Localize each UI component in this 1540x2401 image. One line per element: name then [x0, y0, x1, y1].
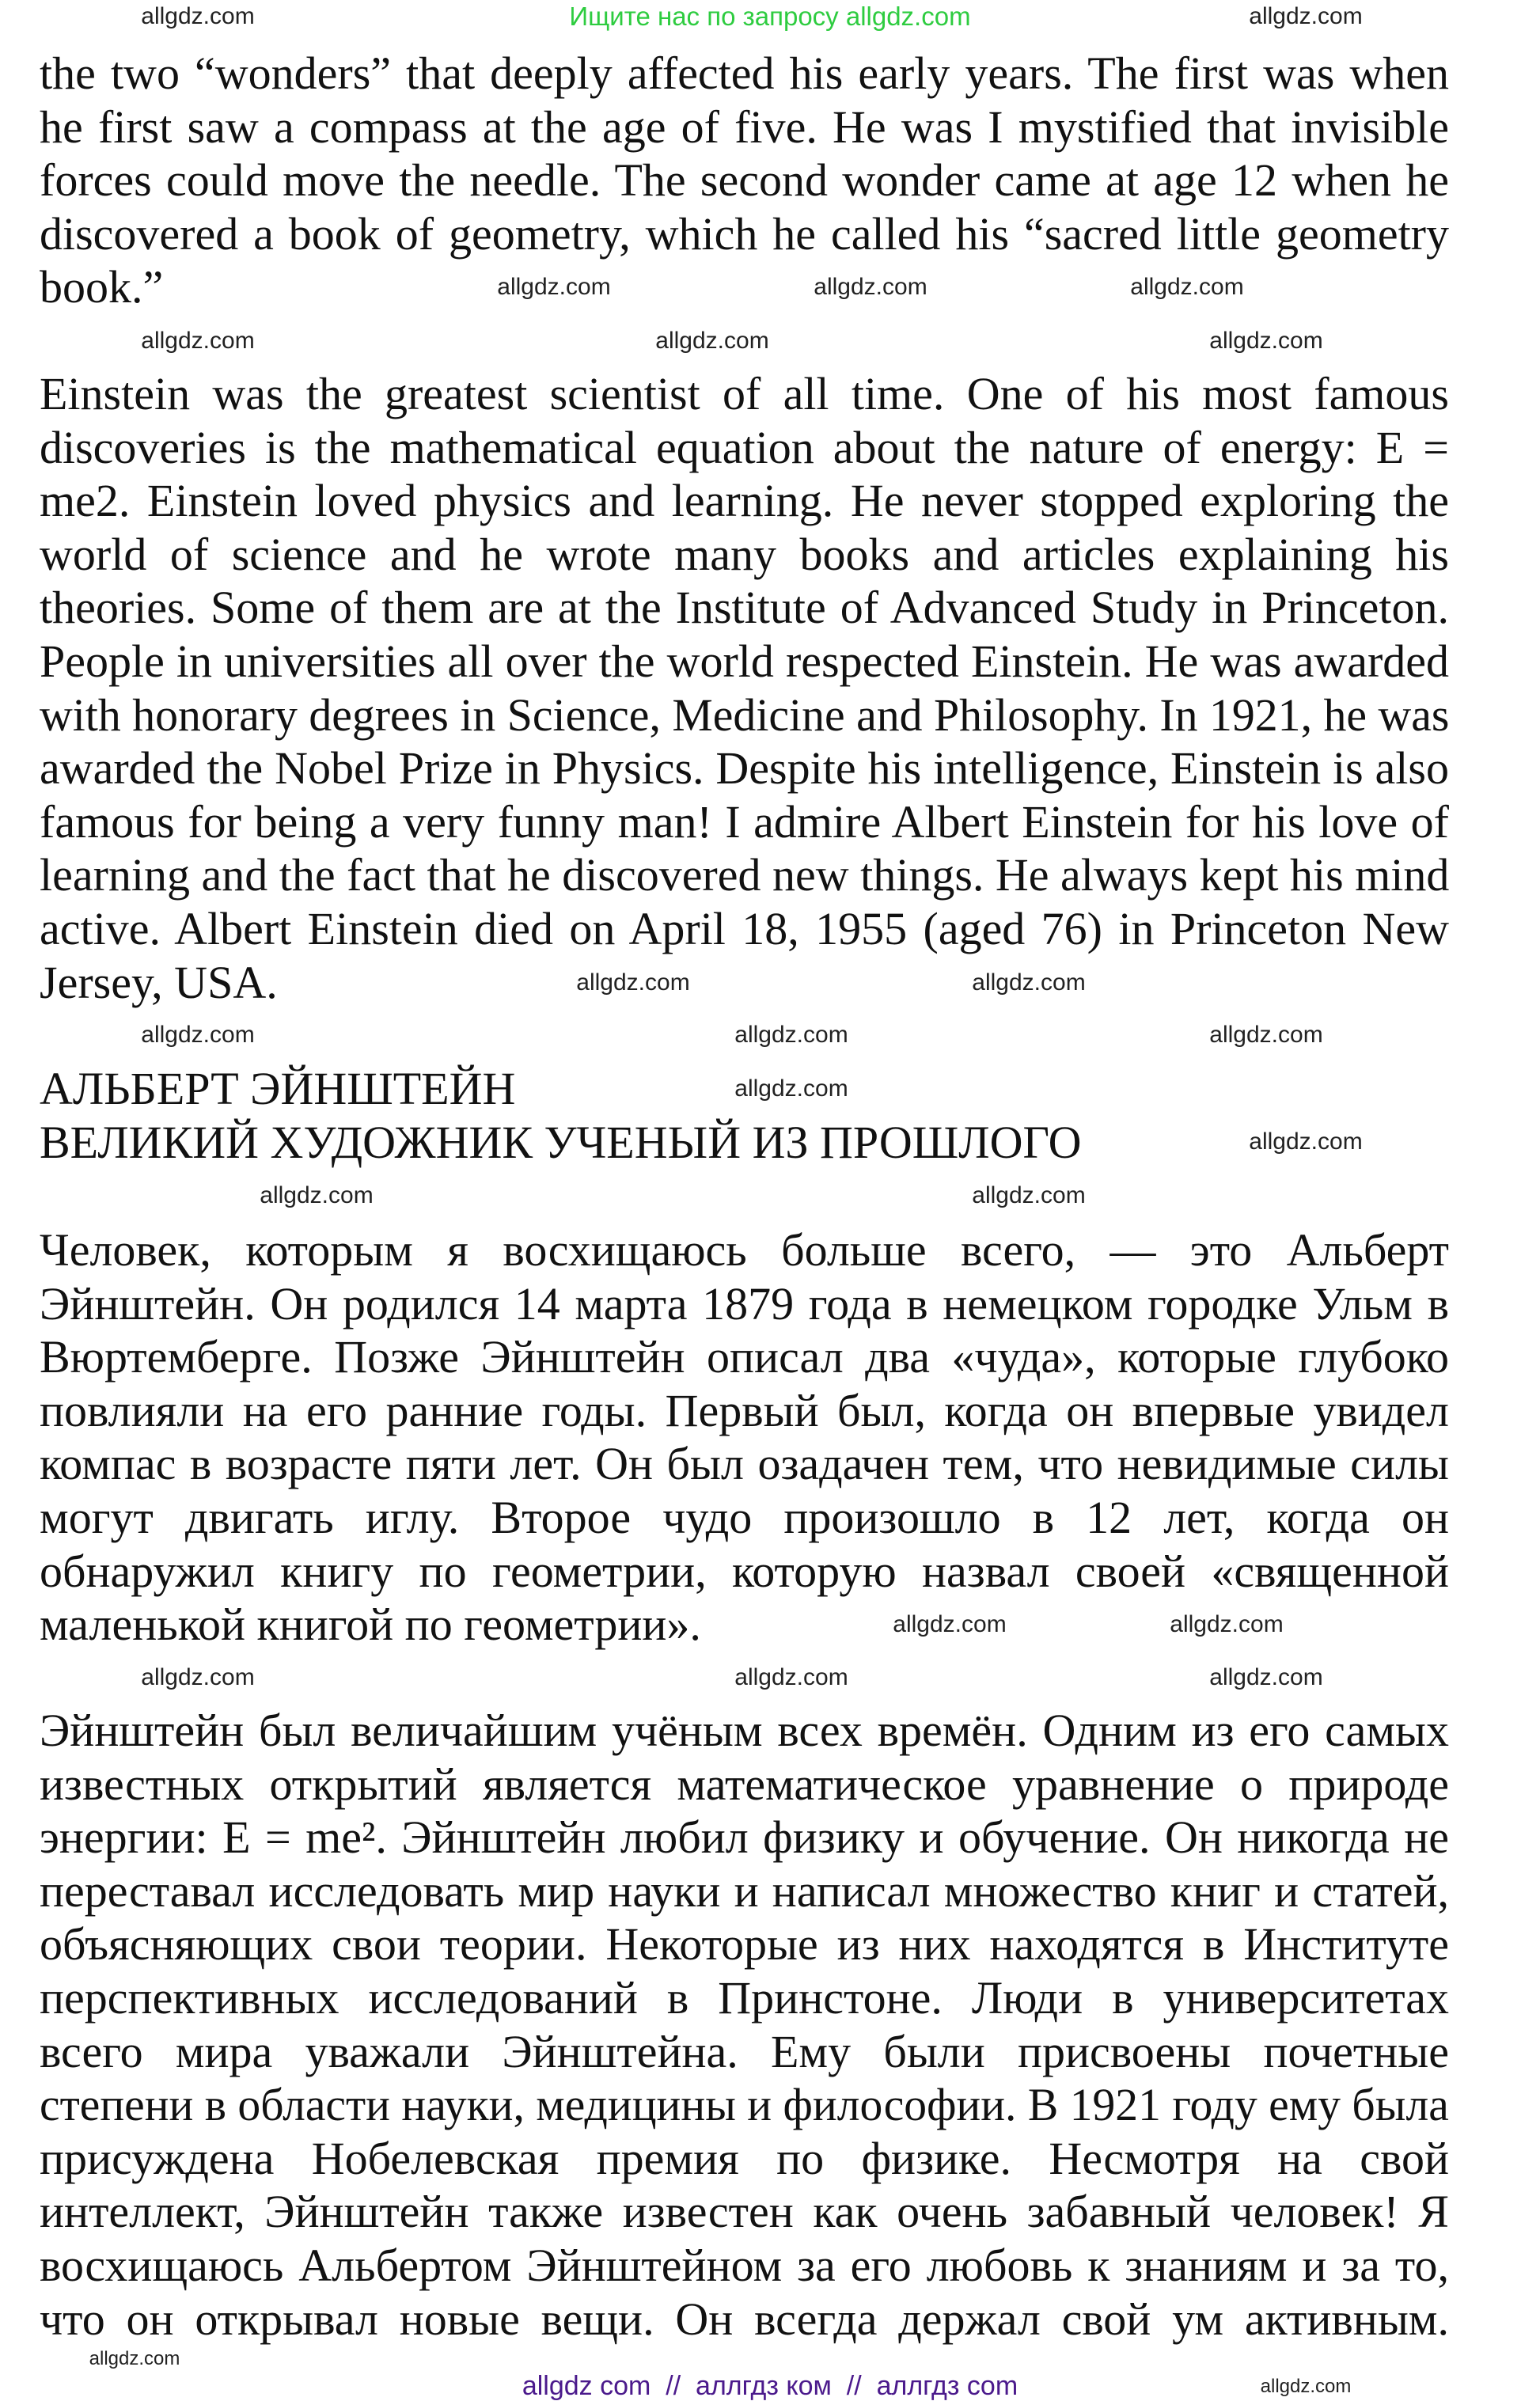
- text-line: объясняющих свои теории. Некоторые из них находятся в Институте: [40, 1918, 1449, 1970]
- watermark: allgdz.com: [655, 328, 769, 354]
- watermark: allgdz.com: [1249, 3, 1363, 29]
- text-line: discoveries is the mathematical equation about the nature of energy: E =: [40, 421, 1449, 473]
- text-line: active. Albert Einstein died on April 18, 1955 (aged 76) in Princeton New: [40, 902, 1449, 954]
- watermark: allgdz.com: [893, 1611, 1007, 1637]
- text-line: всего мира уважали Эйнштейна. Ему были присвоены почетные: [40, 2025, 1449, 2077]
- text-line: awarded the Nobel Prize in Physics. Despite his intelligence, Einstein is also: [40, 742, 1449, 795]
- watermark: allgdz.com: [1209, 328, 1323, 354]
- text-line: People in universities all over the world respected Einstein. He was awarded: [40, 635, 1449, 687]
- watermark: allgdz.com: [1170, 1611, 1284, 1637]
- watermark: allgdz.com: [1249, 1128, 1363, 1155]
- text-line: АЛЬБЕРТ ЭЙНШТЕЙН: [40, 1063, 516, 1114]
- text-line: повлияли на его ранние годы. Первый был, когда он впервые увидел: [40, 1384, 1449, 1436]
- text-line: интеллект, Эйнштейн также известен как очень забавный человек! Я: [40, 2186, 1449, 2238]
- footer-watermark: allgdz com // аллгдз ком // аллгдз com: [522, 2371, 1018, 2401]
- watermark: allgdz.com: [972, 1182, 1086, 1208]
- text-line: discovered a book of geometry, which he called his “sacred little geometry: [40, 207, 1449, 260]
- text-line: Человек, которым я восхищаюсь больше всего, — это Альберт: [40, 1224, 1449, 1276]
- watermark: allgdz.com: [141, 3, 255, 29]
- text-line: восхищаюсь Альбертом Эйнштейном за его любовь к знаниям и за то,: [40, 2239, 1449, 2291]
- watermark: allgdz.com: [734, 1664, 848, 1690]
- paragraph-russian-1: [40, 1223, 1449, 1652]
- watermark: allgdz.com: [734, 1075, 848, 1102]
- text-line: Вюртемберге. Позже Эйнштейн описал два «чуда», которые глубоко: [40, 1331, 1449, 1383]
- text-line: he first saw a compass at the age of five. He was I mystified that invisible: [40, 101, 1449, 153]
- watermark: allgdz.com: [734, 1022, 848, 1048]
- text-line: famous for being a very funny man! I admire Albert Einstein for his love of: [40, 795, 1449, 848]
- text-line: Эйнштейн был величайшим учёным всех времён. Одним из его самых: [40, 1705, 1449, 1756]
- text-line: перспективных исследований в Принстоне. Люди в университетах: [40, 1971, 1449, 2024]
- watermark: allgdz.com: [260, 1182, 374, 1208]
- text-line: world of science and he wrote many books and articles explaining his: [40, 528, 1449, 580]
- text-line: the two “wonders” that deeply affected his early years. The first was when: [40, 47, 1449, 99]
- watermark: allgdz.com: [497, 274, 611, 300]
- text-line: степени в области науки, медицины и философии. В 1921 году ему была: [40, 2079, 1449, 2131]
- watermark: allgdz.com: [141, 328, 255, 354]
- text-line: Эйнштейн. Он родился 14 марта 1879 года в немецком городке Ульм в: [40, 1277, 1449, 1329]
- text-line: with honorary degrees in Science, Medicine and Philosophy. In 1921, he was: [40, 688, 1450, 741]
- watermark: allgdz.com: [141, 1022, 255, 1048]
- text-line: book.”: [40, 261, 164, 313]
- text-line: Einstein was the greatest scientist of all time. One of his most famous: [40, 368, 1449, 419]
- watermark: allgdz.com: [814, 274, 927, 300]
- watermark: allgdz.com: [1260, 2376, 1352, 2397]
- paragraph-russian-2: [40, 1704, 1449, 2346]
- text-line: обнаружил книгу по геометрии, которую назвал своей «священной: [40, 1545, 1449, 1597]
- text-line: learning and the fact that he discovered new things. He always kept his mind: [40, 849, 1450, 901]
- footer-row: [0, 2373, 1540, 2399]
- paragraph-english-2: [40, 367, 1449, 1009]
- watermark: allgdz.com: [1209, 1664, 1323, 1690]
- text-line: компас в возрасте пяти лет. Он был озадачен тем, что невидимые силы: [40, 1438, 1449, 1490]
- watermark: allgdz.com: [89, 2348, 180, 2369]
- watermark: allgdz.com: [576, 969, 690, 996]
- text-line: Jersey, USA.: [40, 956, 278, 1008]
- watermark: allgdz.com: [972, 969, 1086, 996]
- text-line: энергии: E = me². Эйнштейн любил физику и обучение. Он никогда не: [40, 1811, 1449, 1864]
- text-line: ВЕЛИКИЙ ХУДОЖНИК УЧЕНЫЙ ИЗ ПРОШЛОГО: [40, 1116, 1082, 1168]
- text-line: маленькой книгой по геометрии».: [40, 1599, 701, 1651]
- text-line: что он открывал новые вещи. Он всегда держал свой ум активным.: [40, 2293, 1449, 2345]
- text-line: могут двигать иглу. Второе чудо произошло в 12 лет, когда он: [40, 1491, 1449, 1543]
- text-line: известных открытий является математическое уравнение о природе: [40, 1758, 1449, 1810]
- text-line: присуждена Нобелевская премия по физике. Несмотря на свой: [40, 2132, 1449, 2184]
- text-line: переставал исследовать мир науки и написал множество книг и статей,: [40, 1864, 1449, 1917]
- text-line: me2. Einstein loved physics and learning. He never stopped exploring the: [40, 475, 1449, 527]
- text-line: theories. Some of them are at the Institute of Advanced Study in Princeton.: [40, 582, 1449, 634]
- text-line: forces could move the needle. The second wonder came at age 12 when he: [40, 154, 1449, 207]
- watermark: allgdz.com: [1130, 274, 1244, 300]
- watermark: allgdz.com: [1209, 1022, 1323, 1048]
- watermark: allgdz.com: [141, 1664, 255, 1690]
- search-banner: Ищите нас по запросу allgdz.com: [569, 2, 971, 31]
